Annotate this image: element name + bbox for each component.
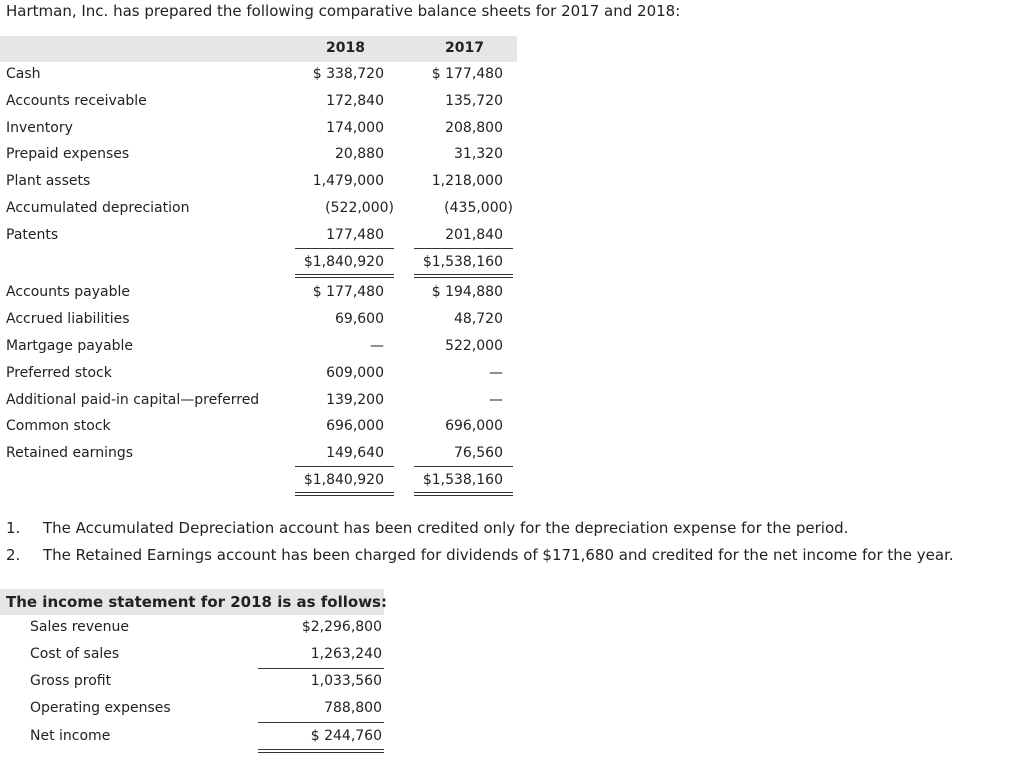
value-2017: 135,720 — [445, 92, 503, 109]
row-label: Plant assets — [6, 173, 91, 190]
value-2017: — — [489, 391, 503, 408]
table-row — [0, 642, 384, 669]
table-row — [0, 196, 517, 223]
value-2018: 20,880 — [335, 146, 384, 163]
table-row — [0, 361, 517, 388]
table-row — [0, 307, 517, 334]
value-2018: (522,000) — [325, 199, 394, 216]
income-statement-header: The income statement for 2018 is as follows: — [0, 589, 384, 615]
value-2018: 1,479,000 — [312, 173, 384, 190]
total-2017: $1,538,160 — [422, 471, 503, 488]
double-rule — [414, 492, 513, 493]
table-row — [0, 615, 384, 642]
column-header-2018: 2018 — [326, 40, 365, 56]
balance-sheet-header — [0, 36, 517, 62]
total-2017: $1,538,160 — [422, 253, 503, 270]
intro-text: Hartman, Inc. has prepared the following comparative balance sheets for 2017 and 2018: — [6, 2, 681, 20]
double-rule — [414, 277, 513, 278]
row-value: 1,033,560 — [310, 673, 382, 689]
row-label: Accounts payable — [6, 284, 130, 301]
row-label: Net income — [30, 728, 111, 744]
value-2017: 76,560 — [454, 445, 503, 462]
total-2018: $1,840,920 — [303, 253, 384, 270]
value-2018: 139,200 — [326, 391, 384, 408]
row-label: Martgage payable — [6, 337, 134, 354]
table-row — [0, 89, 517, 116]
value-2017: (435,000) — [444, 199, 513, 216]
value-2017: 208,800 — [445, 119, 503, 136]
value-2018: 696,000 — [326, 418, 384, 435]
table-row — [0, 696, 384, 723]
value-2017: 522,000 — [445, 337, 503, 354]
row-label: Accounts receivable — [6, 92, 147, 109]
value-2017: 48,720 — [454, 311, 503, 328]
note-number: 2. — [6, 546, 21, 564]
row-label: Accrued liabilities — [6, 311, 130, 328]
table-row — [0, 414, 517, 441]
column-header-2017: 2017 — [445, 40, 484, 56]
row-label: Cash — [6, 66, 41, 82]
table-row — [0, 669, 384, 696]
double-rule — [295, 492, 394, 493]
note-text: The Accumulated Depreciation account has been credited only for the depreciation expense for the period. — [43, 519, 849, 537]
value-2018: 177,480 — [326, 226, 384, 243]
liabilities-total-row — [0, 468, 517, 495]
table-row — [0, 62, 517, 89]
row-value: 1,263,240 — [310, 646, 382, 662]
total-2018: $1,840,920 — [303, 471, 384, 488]
table-row — [0, 223, 517, 250]
value-2018: $ 177,480 — [312, 284, 384, 301]
table-row — [0, 280, 517, 307]
row-label: Cost of sales — [30, 646, 120, 662]
value-2017: 696,000 — [445, 418, 503, 435]
table-row — [0, 116, 517, 143]
row-value: $2,296,800 — [301, 619, 382, 635]
value-2017: 1,218,000 — [431, 173, 503, 190]
row-label: Common stock — [6, 418, 111, 435]
table-row — [0, 388, 517, 415]
row-label: Patents — [6, 226, 59, 243]
value-2017: 31,320 — [454, 146, 503, 163]
value-2017: $ 177,480 — [431, 66, 503, 82]
double-rule — [258, 752, 384, 753]
row-label: Sales revenue — [30, 619, 130, 635]
row-value: 788,800 — [324, 700, 382, 716]
value-2018: 174,000 — [326, 119, 384, 136]
table-row — [0, 334, 517, 361]
row-value: $ 244,760 — [310, 728, 382, 744]
row-label: Gross profit — [30, 673, 112, 689]
value-2018: 172,840 — [326, 92, 384, 109]
double-rule — [258, 749, 384, 750]
income-statement-table — [0, 589, 387, 753]
value-2017: 201,840 — [445, 226, 503, 243]
double-rule — [414, 495, 513, 496]
value-2017: $ 194,880 — [431, 284, 503, 301]
assets-total-row — [0, 250, 517, 277]
row-label: Operating expenses — [30, 700, 171, 716]
row-label: Accumulated depreciation — [6, 199, 190, 216]
value-2018: — — [370, 337, 384, 354]
row-label: Additional paid-in capital—preferred — [6, 391, 260, 408]
row-label: Inventory — [6, 119, 73, 136]
table-row — [0, 169, 517, 196]
balance-sheet-table — [0, 36, 517, 495]
double-rule — [295, 495, 394, 496]
note-number: 1. — [6, 519, 21, 537]
value-2018: 149,640 — [326, 445, 384, 462]
value-2018: 609,000 — [326, 364, 384, 381]
row-label: Prepaid expenses — [6, 146, 130, 163]
double-rule — [295, 274, 394, 275]
double-rule — [295, 277, 394, 278]
row-label: Retained earnings — [6, 445, 134, 462]
value-2018: $ 338,720 — [312, 66, 384, 82]
table-row — [0, 441, 517, 468]
table-row — [0, 142, 517, 169]
value-2017: — — [489, 364, 503, 381]
row-label: Preferred stock — [6, 364, 112, 381]
table-row — [0, 723, 384, 753]
double-rule — [414, 274, 513, 275]
note-text: The Retained Earnings account has been charged for dividends of $171,680 and credited for the net income for the year. — [43, 546, 954, 564]
value-2018: 69,600 — [335, 311, 384, 328]
